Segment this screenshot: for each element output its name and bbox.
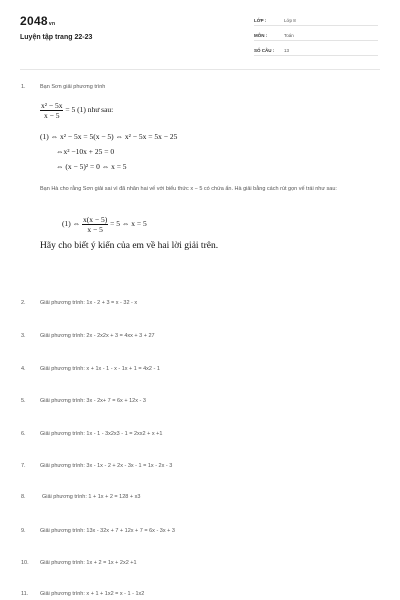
question-text: Giải phương trình: 13x - 32x + 7 + 12x + 7 = 6x - 3x + 3 bbox=[40, 528, 175, 534]
question-number: 5. bbox=[21, 398, 26, 404]
logo-suffix: vn bbox=[48, 21, 56, 27]
question-number: 2. bbox=[21, 300, 26, 306]
meta-count-value: 13 bbox=[284, 48, 290, 53]
meta-grade-label: LỚP : bbox=[254, 18, 267, 23]
meta-subject-value: Toán bbox=[284, 33, 294, 38]
meta-count bbox=[254, 46, 378, 56]
solution-step-2: ⇔x² −10x + 25 = 0 bbox=[56, 147, 115, 156]
question-1-paragraph: Bạn Hà cho rằng Sơn giải sai vì đã nhân hai vế với biểu thức x − 5 có chứa ẩn. Hà giải bằng cách rút gọn vế trái như sau: bbox=[40, 186, 337, 192]
ha-solution bbox=[62, 215, 147, 234]
ha-fraction bbox=[82, 215, 108, 234]
solution-step-1: (1) ⇔ x² − 5x = 5(x − 5) ⇔ x² − 5x = 5x − 25 bbox=[40, 132, 178, 141]
question-number: 3. bbox=[21, 333, 26, 339]
question-1-intro: Bạn Sơn giải phương trình bbox=[40, 84, 106, 90]
equation-numerator: x² − 5x bbox=[41, 101, 63, 110]
meta-subject bbox=[254, 31, 378, 41]
question-text: Giải phương trình: x + 1x - 1 - x - 1x + 1 = 4x2 - 1 bbox=[40, 366, 160, 372]
question-text: Giải phương trình: 2x - 2x2x + 3 = 4xx + 3 + 27 bbox=[40, 333, 155, 339]
equation-denominator: x − 5 bbox=[44, 111, 60, 120]
question-1-equation bbox=[40, 101, 113, 120]
ha-solution-prefix: (1) ⇔ bbox=[62, 219, 81, 229]
meta-grade bbox=[254, 16, 378, 26]
ha-numerator: x(x − 5) bbox=[83, 215, 108, 224]
header-divider bbox=[20, 69, 380, 70]
equation-rest: = 5 (1) như sau: bbox=[65, 105, 114, 115]
question-text: Giải phương trình: x + 1 + 1x2 = x - 1 - 1x2 bbox=[40, 591, 145, 597]
question-number: 8. bbox=[21, 494, 26, 500]
question-text: Giải phương trình: 1 + 1x + 2 = 128 + x3 bbox=[42, 494, 141, 500]
meta-subject-label: MÔN : bbox=[254, 33, 268, 38]
question-number: 9. bbox=[21, 528, 26, 534]
question-number: 11. bbox=[21, 591, 29, 597]
question-number: 10. bbox=[21, 560, 29, 566]
logo-text: 2048 bbox=[20, 14, 48, 28]
ha-denominator: x − 5 bbox=[87, 225, 103, 234]
question-number: 6. bbox=[21, 431, 26, 437]
question-text: Giải phương trình: 3x - 1x - 2 + 2x - 3x - 1 = 1x - 2x - 3 bbox=[40, 463, 173, 469]
site-logo[interactable] bbox=[20, 14, 55, 28]
solution-step-3: ⇔ (x − 5)² = 0 ⇔ x = 5 bbox=[56, 162, 127, 171]
question-text: Giải phương trình: 1x + 2 = 1x + 2x2 +1 bbox=[40, 560, 137, 566]
ha-solution-suffix: = 5 ⇔ x = 5 bbox=[110, 219, 147, 229]
page-title: Luyện tập trang 22-23 bbox=[20, 34, 93, 41]
question-1-ask: Hãy cho biết ý kiến của em về hai lời giải trên. bbox=[40, 241, 219, 251]
question-number: 4. bbox=[21, 366, 26, 372]
meta-count-label: SỐ CÂU : bbox=[254, 48, 275, 53]
question-1-number: 1. bbox=[21, 84, 26, 90]
question-text: Giải phương trình: 1x - 1 - 3x2x3 - 1 = 2xx2 + x +1 bbox=[40, 431, 163, 437]
meta-grade-value: Lớp 8 bbox=[284, 18, 296, 23]
question-number: 7. bbox=[21, 463, 26, 469]
question-text: Giải phương trình: 1x - 2 + 3 = x - 32 - x bbox=[40, 300, 138, 306]
worksheet-header bbox=[0, 0, 400, 70]
question-text: Giải phương trình: 3x - 2x+ 7 = 6x + 12x - 3 bbox=[40, 398, 146, 404]
equation-fraction bbox=[40, 101, 63, 120]
